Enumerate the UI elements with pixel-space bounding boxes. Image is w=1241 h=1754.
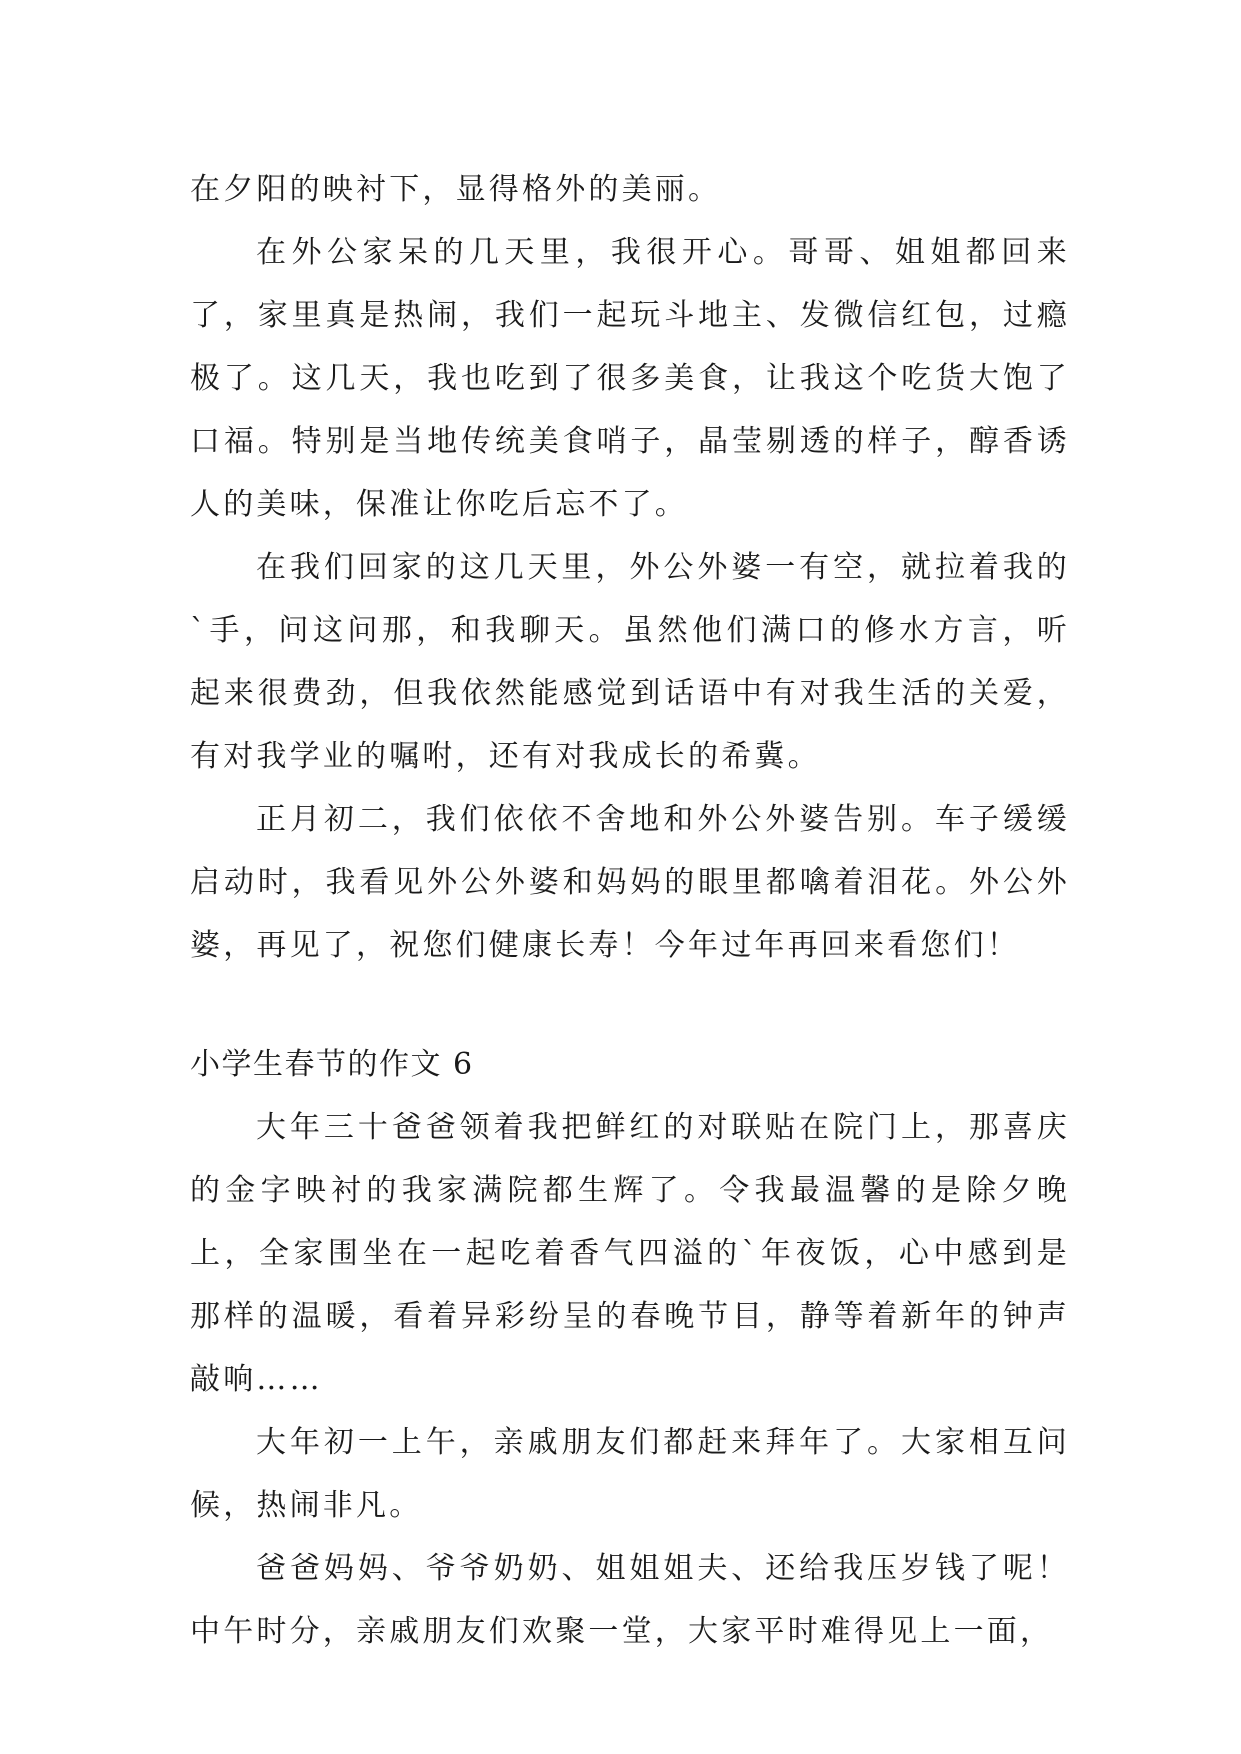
- paragraph-new-year-eve: 大年三十爸爸领着我把鲜红的对联贴在院门上，那喜庆的金字映衬的我家满院都生辉了。令我最温馨的是除夕晚上，全家围坐在一起吃着香气四溢的`年夜饭，心中感到是那样的温暖，看着异彩纷呈的春晚节目，静等着新年的钟声敲响……: [190, 1110, 1070, 1397]
- document-body: [190, 158, 1070, 1663]
- paragraph-continuation: 在夕阳的映衬下，显得格外的美丽。: [190, 172, 722, 207]
- paragraph-farewell: 正月初二，我们依依不舍地和外公外婆告别。车子缓缓启动时，我看见外公外婆和妈妈的眼里都噙着泪花。外公外婆，再见了，祝您们健康长寿！今年过年再回来看您们！: [190, 802, 1070, 963]
- paragraph-new-year-day: 大年初一上午，亲戚朋友们都赶来拜年了。大家相互问候，热闹非凡。: [190, 1425, 1070, 1523]
- paragraph-grandpa-house: 在外公家呆的几天里，我很开心。哥哥、姐姐都回来了，家里真是热闹，我们一起玩斗地主、发微信红包，过瘾极了。这几天，我也吃到了很多美食，让我这个吃货大饱了口福。特别是当地传统美食哨子，晶莹剔透的样子，醇香诱人的美味，保准让你吃后忘不了。: [190, 235, 1070, 522]
- paragraph-red-envelopes: 爸爸妈妈、爷爷奶奶、姐姐姐夫、还给我压岁钱了呢！中午时分，亲戚朋友们欢聚一堂，大家平时难得见上一面，: [190, 1551, 1070, 1649]
- section-title: 小学生春节的作文 6: [190, 1047, 474, 1082]
- paragraph-grandparents-chat: 在我们回家的这几天里，外公外婆一有空，就拉着我的`手，问这问那，和我聊天。虽然他们满口的修水方言，听起来很费劲，但我依然能感觉到话语中有对我生活的关爱，有对我学业的嘱咐，还有对我成长的希冀。: [190, 550, 1070, 774]
